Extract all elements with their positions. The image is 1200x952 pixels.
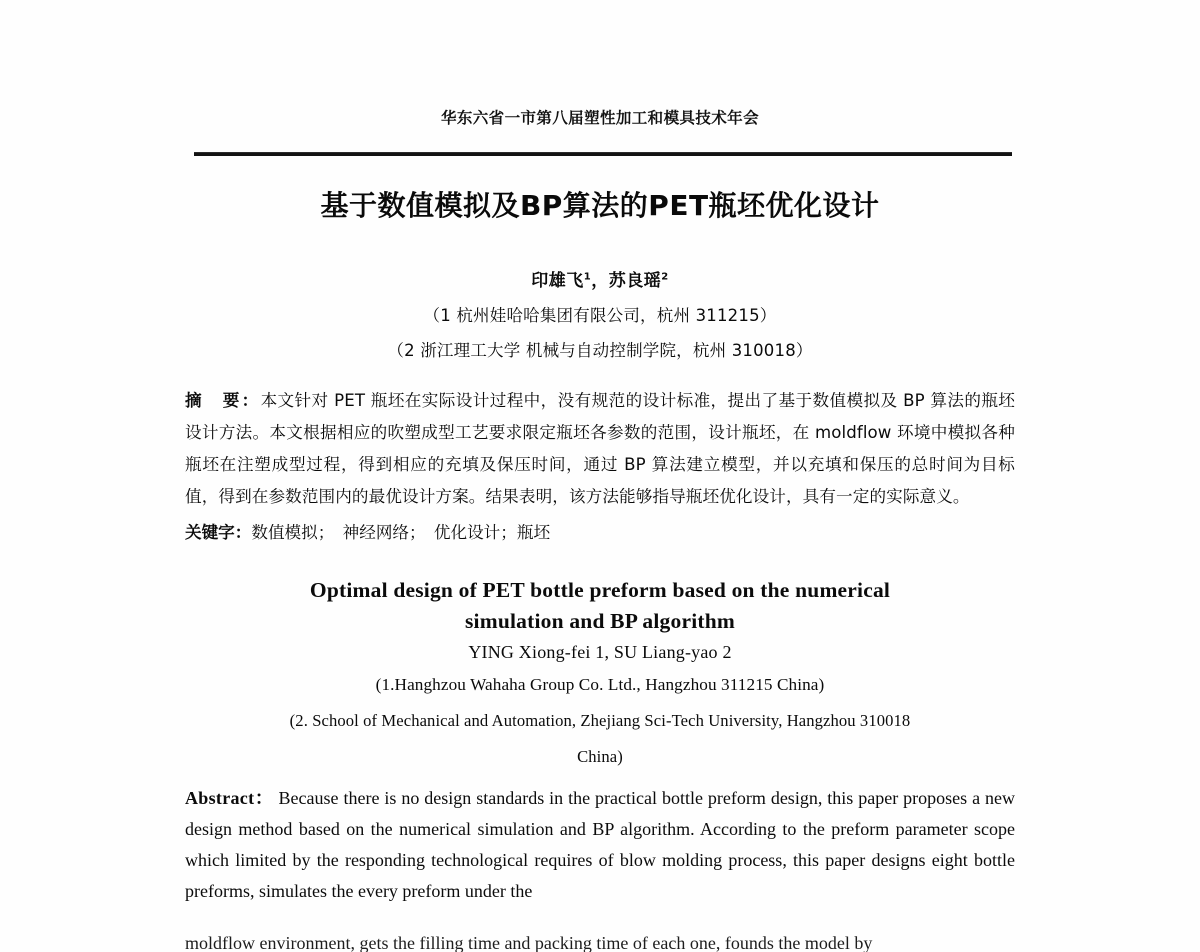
chinese-keywords-label: 关键字： bbox=[185, 523, 252, 542]
english-affiliation-2-continuation: China) bbox=[577, 747, 623, 766]
chinese-author-1-superscript: 1 bbox=[583, 271, 592, 283]
chinese-authors bbox=[185, 266, 1015, 291]
chinese-affiliation-2: （2 浙江理工大学 机械与自动控制学院，杭州 310018） bbox=[387, 341, 813, 360]
chinese-keywords-text: 数值模拟； 神经网络； 优化设计；瓶坯 bbox=[251, 523, 551, 542]
content-column bbox=[185, 170, 1015, 907]
english-affiliation-1: (1.Hanghzou Wahaha Group Co. Ltd., Hangzhou 311215 China) bbox=[375, 675, 825, 694]
header-rule bbox=[194, 152, 1012, 156]
english-title-line-1: Optimal design of PET bottle preform based on the numerical bbox=[309, 578, 891, 602]
english-abstract-text: Because there is no design standards in the practical bottle preform design, this paper proposes a new design method based on the numerical simulation and BP algorithm. According to the preform parameter scope which limited by the responding technological requires of blow molding process, this paper designs eight bottle preforms, simulates the every preform under the bbox=[185, 788, 1016, 901]
chinese-title: 基于数值模拟及BP算法的PET瓶坯优化设计 bbox=[320, 189, 880, 222]
chinese-author-1: 印雄飞 bbox=[531, 271, 584, 291]
english-abstract-label: Abstract： bbox=[185, 788, 274, 808]
english-authors: YING Xiong-fei 1, SU Liang-yao 2 bbox=[468, 642, 732, 662]
english-abstract-clipped-text: moldflow environment, gets the filling time and packing time of each one, founds the model by bbox=[185, 934, 873, 952]
running-header: 华东六省一市第八届塑性加工和模具技术年会 bbox=[440, 109, 759, 127]
chinese-affiliation-1: （1 杭州娃哈哈集团有限公司，杭州 311215） bbox=[423, 306, 777, 325]
english-title bbox=[185, 575, 1015, 637]
chinese-keywords bbox=[185, 517, 1015, 549]
chinese-abstract bbox=[185, 385, 1015, 513]
english-abstract-clipped-line bbox=[185, 934, 1015, 952]
english-title-line-2: simulation and BP algorithm bbox=[464, 609, 735, 633]
chinese-abstract-label: 摘 要： bbox=[185, 391, 261, 410]
chinese-author-2-superscript: 2 bbox=[661, 271, 669, 283]
chinese-abstract-text: 本文针对 PET 瓶坯在实际设计过程中，没有规范的设计标准，提出了基于数值模拟及 BP 算法的瓶坯设计方法。本文根据相应的吹塑成型工艺要求限定瓶坯各参数的范围，设计瓶坯，在 moldflow 环境中模拟各种瓶坯在注塑成型过程，得到相应的充填及保压时间，通过 BP 算法建立模型，并以充填和保压的总时间为目标值，得到在参数范围内的最优设计方案。结果表明，该方法能够指导瓶坯优化设计，具有一定的实际意义。 bbox=[185, 391, 1016, 506]
english-affiliation-2: (2. School of Mechanical and Automation, Zhejiang Sci-Tech University, Hangzhou 310018 bbox=[289, 711, 911, 730]
chinese-author-2: 苏良瑶 bbox=[608, 271, 662, 291]
chinese-author-separator: ， bbox=[591, 271, 609, 291]
english-abstract bbox=[185, 783, 1015, 907]
